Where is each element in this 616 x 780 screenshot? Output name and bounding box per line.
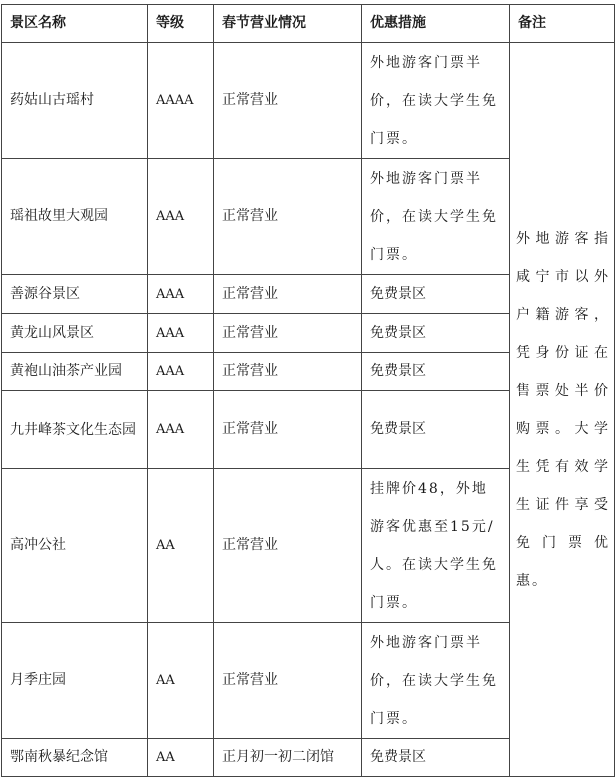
spot-name: 黄龙山风景区 (2, 314, 148, 353)
spot-level: AAA (148, 275, 214, 314)
table-row (2, 43, 615, 159)
spot-status: 正常营业 (214, 275, 362, 314)
note-cell: 外地游客指咸宁市以外户籍游客，凭身份证在售票处半价购票。大学生凭有效学生证件享受免门票优惠。 (510, 43, 615, 777)
table-header-row (2, 5, 615, 43)
header-level: 等级 (148, 5, 214, 43)
spot-name: 月季庄园 (2, 623, 148, 739)
spot-level: AA (148, 469, 214, 623)
spot-name: 高冲公社 (2, 469, 148, 623)
spot-name: 善源谷景区 (2, 275, 148, 314)
header-name: 景区名称 (2, 5, 148, 43)
spot-name: 黄袍山油茶产业园 (2, 353, 148, 391)
spot-level: AAAA (148, 43, 214, 159)
spot-status: 正月初一初二闭馆 (214, 739, 362, 777)
spot-discount: 免费景区 (362, 353, 510, 391)
spot-status: 正常营业 (214, 353, 362, 391)
spot-discount: 免费景区 (362, 275, 510, 314)
spot-discount: 免费景区 (362, 391, 510, 469)
spot-status: 正常营业 (214, 159, 362, 275)
spot-discount: 外地游客门票半价，在读大学生免门票。 (362, 623, 510, 739)
spot-level: AA (148, 739, 214, 777)
header-note: 备注 (510, 5, 615, 43)
spot-status: 正常营业 (214, 43, 362, 159)
header-status: 春节营业情况 (214, 5, 362, 43)
spot-name: 九井峰茶文化生态园 (2, 391, 148, 469)
spot-level: AA (148, 623, 214, 739)
spot-level: AAA (148, 391, 214, 469)
spot-status: 正常营业 (214, 314, 362, 353)
spot-status: 正常营业 (214, 391, 362, 469)
spot-discount: 免费景区 (362, 739, 510, 777)
spot-discount: 挂牌价48，外地游客优惠至15元/人。在读大学生免门票。 (362, 469, 510, 623)
spot-level: AAA (148, 159, 214, 275)
spot-discount: 外地游客门票半价，在读大学生免门票。 (362, 159, 510, 275)
spot-discount: 外地游客门票半价，在读大学生免门票。 (362, 43, 510, 159)
spot-name: 鄂南秋暴纪念馆 (2, 739, 148, 777)
spot-status: 正常营业 (214, 623, 362, 739)
spot-name: 药姑山古瑶村 (2, 43, 148, 159)
spot-discount: 免费景区 (362, 314, 510, 353)
header-discount: 优惠措施 (362, 5, 510, 43)
spot-status: 正常营业 (214, 469, 362, 623)
spot-level: AAA (148, 314, 214, 353)
spot-name: 瑶祖故里大观园 (2, 159, 148, 275)
spot-level: AAA (148, 353, 214, 391)
scenic-spot-table (1, 4, 615, 777)
